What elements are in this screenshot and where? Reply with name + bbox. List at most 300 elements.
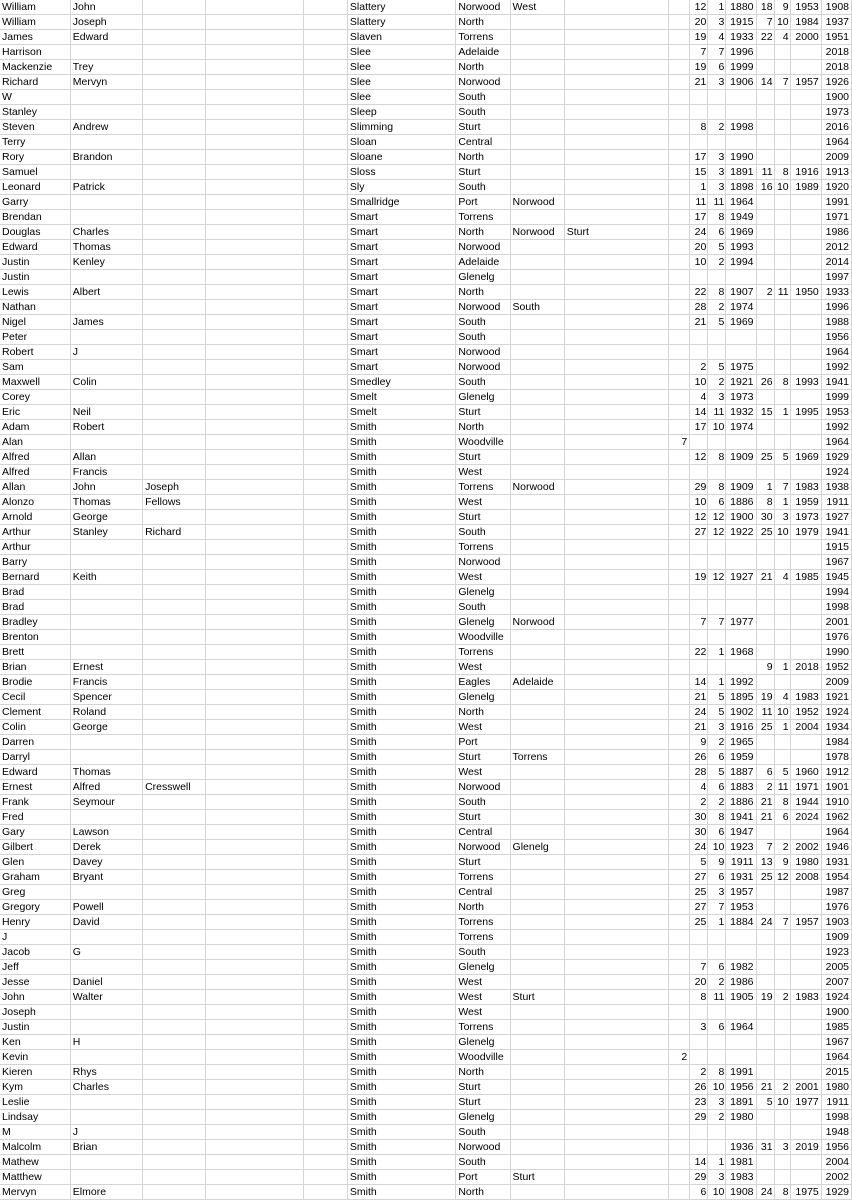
table-cell[interactable]: Central [456,135,510,150]
table-cell[interactable] [774,60,790,75]
table-cell[interactable] [669,105,690,120]
table-cell[interactable]: Smith [347,1095,455,1110]
table-cell[interactable] [774,345,790,360]
table-cell[interactable]: 1900 [726,510,756,525]
table-cell[interactable] [303,555,347,570]
table-cell[interactable]: 8 [690,120,708,135]
table-cell[interactable]: Central [456,885,510,900]
table-cell[interactable] [726,1005,756,1020]
table-cell[interactable]: Lawson [70,825,142,840]
table-cell[interactable] [690,1005,708,1020]
table-cell[interactable] [70,165,142,180]
table-cell[interactable]: 2012 [821,240,851,255]
table-cell[interactable] [143,240,206,255]
table-cell[interactable] [143,1005,206,1020]
table-cell[interactable]: West [456,1005,510,1020]
table-cell[interactable] [303,360,347,375]
table-cell[interactable]: Roland [70,705,142,720]
table-cell[interactable]: Adelaide [510,675,564,690]
table-cell[interactable]: Smith [347,690,455,705]
table-cell[interactable] [143,165,206,180]
table-cell[interactable] [669,825,690,840]
table-cell[interactable]: Smith [347,1155,455,1170]
table-cell[interactable] [756,675,774,690]
table-cell[interactable] [669,315,690,330]
table-cell[interactable]: 1 [708,915,726,930]
table-cell[interactable]: Torrens [456,540,510,555]
table-cell[interactable]: Corey [0,390,70,405]
table-cell[interactable] [669,45,690,60]
table-cell[interactable] [669,705,690,720]
table-cell[interactable] [143,330,206,345]
table-cell[interactable]: 3 [708,180,726,195]
table-cell[interactable] [669,765,690,780]
table-cell[interactable]: 1993 [790,375,821,390]
table-cell[interactable]: 1964 [726,195,756,210]
table-cell[interactable]: South [456,1125,510,1140]
table-cell[interactable]: Brad [0,585,70,600]
table-cell[interactable]: 1985 [821,1020,851,1035]
table-cell[interactable]: Smith [347,525,455,540]
table-cell[interactable] [564,330,668,345]
table-cell[interactable] [790,1005,821,1020]
table-cell[interactable] [756,585,774,600]
table-cell[interactable] [70,210,142,225]
table-cell[interactable]: 1983 [726,1170,756,1185]
table-cell[interactable] [206,615,303,630]
table-cell[interactable]: 1998 [821,1110,851,1125]
table-cell[interactable] [564,570,668,585]
table-cell[interactable] [303,1005,347,1020]
table-cell[interactable]: 1989 [790,180,821,195]
table-cell[interactable] [756,960,774,975]
table-cell[interactable]: Gilbert [0,840,70,855]
table-cell[interactable]: Slee [347,75,455,90]
table-cell[interactable] [690,1050,708,1065]
table-cell[interactable]: Neil [70,405,142,420]
table-cell[interactable]: 2002 [821,1170,851,1185]
table-cell[interactable] [510,495,564,510]
table-cell[interactable] [669,405,690,420]
table-cell[interactable] [206,795,303,810]
table-cell[interactable] [790,45,821,60]
table-cell[interactable]: 1900 [821,1005,851,1020]
table-cell[interactable] [564,525,668,540]
table-cell[interactable] [303,540,347,555]
table-cell[interactable]: Fred [0,810,70,825]
table-cell[interactable] [70,960,142,975]
table-cell[interactable] [206,1095,303,1110]
table-cell[interactable]: 10 [690,255,708,270]
table-cell[interactable] [206,405,303,420]
table-cell[interactable] [143,90,206,105]
table-cell[interactable] [564,960,668,975]
table-cell[interactable]: Brenton [0,630,70,645]
table-cell[interactable] [206,465,303,480]
table-cell[interactable]: 11 [690,195,708,210]
table-cell[interactable] [756,315,774,330]
table-cell[interactable]: 8 [708,810,726,825]
table-cell[interactable] [303,30,347,45]
table-cell[interactable] [669,495,690,510]
table-cell[interactable]: 3 [774,510,790,525]
table-cell[interactable]: Norwood [456,240,510,255]
table-cell[interactable] [669,975,690,990]
table-cell[interactable]: Smith [347,615,455,630]
table-cell[interactable]: 12 [708,510,726,525]
table-cell[interactable]: 1901 [821,780,851,795]
table-cell[interactable] [708,1005,726,1020]
table-cell[interactable]: 1980 [821,1080,851,1095]
table-cell[interactable]: 3 [708,1095,726,1110]
table-cell[interactable] [303,180,347,195]
table-cell[interactable]: 1953 [821,405,851,420]
table-cell[interactable] [564,495,668,510]
table-cell[interactable] [756,1155,774,1170]
table-cell[interactable]: South [456,330,510,345]
table-cell[interactable] [690,930,708,945]
table-cell[interactable] [756,345,774,360]
table-cell[interactable]: Glenelg [510,840,564,855]
table-cell[interactable]: Colin [70,375,142,390]
table-cell[interactable] [143,975,206,990]
table-cell[interactable]: 1948 [821,1125,851,1140]
table-cell[interactable]: 1927 [726,570,756,585]
table-cell[interactable] [708,1140,726,1155]
table-cell[interactable] [510,1080,564,1095]
table-cell[interactable]: 12 [690,0,708,15]
table-cell[interactable]: Brian [70,1140,142,1155]
table-cell[interactable]: 1941 [821,375,851,390]
table-cell[interactable]: 1895 [726,690,756,705]
table-cell[interactable]: 3 [708,720,726,735]
table-cell[interactable]: Woodville [456,630,510,645]
table-cell[interactable]: South [456,525,510,540]
table-cell[interactable] [790,390,821,405]
table-cell[interactable]: 12 [708,570,726,585]
table-cell[interactable] [774,195,790,210]
table-cell[interactable] [669,1005,690,1020]
table-cell[interactable] [510,1125,564,1140]
table-cell[interactable] [303,285,347,300]
table-cell[interactable] [774,960,790,975]
table-cell[interactable]: 21 [756,570,774,585]
table-cell[interactable]: 7 [774,480,790,495]
table-cell[interactable]: 1911 [726,855,756,870]
table-cell[interactable]: 21 [690,720,708,735]
table-cell[interactable]: Brian [0,660,70,675]
table-cell[interactable]: Smith [347,420,455,435]
table-cell[interactable] [669,660,690,675]
table-cell[interactable] [143,585,206,600]
table-cell[interactable] [669,960,690,975]
table-cell[interactable] [143,765,206,780]
table-cell[interactable]: 20 [690,15,708,30]
table-cell[interactable] [206,960,303,975]
table-cell[interactable] [564,600,668,615]
table-cell[interactable]: 3 [708,150,726,165]
table-cell[interactable]: 4 [774,570,790,585]
table-cell[interactable]: Torrens [456,1020,510,1035]
table-cell[interactable]: Joseph [0,1005,70,1020]
table-cell[interactable] [564,45,668,60]
table-cell[interactable]: 1953 [726,900,756,915]
table-cell[interactable]: Slee [347,60,455,75]
table-cell[interactable] [70,1020,142,1035]
table-cell[interactable]: Torrens [456,915,510,930]
table-cell[interactable] [790,825,821,840]
table-cell[interactable] [564,915,668,930]
table-cell[interactable]: 11 [756,705,774,720]
table-cell[interactable] [303,255,347,270]
table-cell[interactable] [774,600,790,615]
table-cell[interactable]: Ernest [70,660,142,675]
table-cell[interactable]: 1964 [821,135,851,150]
table-cell[interactable]: Patrick [70,180,142,195]
table-cell[interactable]: 2001 [790,1080,821,1095]
table-cell[interactable] [303,855,347,870]
table-cell[interactable]: Robert [70,420,142,435]
table-cell[interactable] [206,435,303,450]
table-cell[interactable] [774,1125,790,1140]
table-cell[interactable] [206,780,303,795]
table-cell[interactable]: Sly [347,180,455,195]
table-cell[interactable]: 1983 [790,690,821,705]
table-cell[interactable]: 4 [708,30,726,45]
table-cell[interactable] [510,345,564,360]
table-cell[interactable]: 20 [690,975,708,990]
table-cell[interactable] [143,1095,206,1110]
table-cell[interactable] [303,525,347,540]
table-cell[interactable] [510,45,564,60]
table-cell[interactable]: Terry [0,135,70,150]
table-cell[interactable] [756,615,774,630]
table-cell[interactable] [669,675,690,690]
table-cell[interactable] [756,1020,774,1035]
table-cell[interactable]: 3 [708,390,726,405]
table-cell[interactable] [708,1050,726,1065]
table-cell[interactable] [510,75,564,90]
table-cell[interactable]: Joseph [143,480,206,495]
table-cell[interactable] [790,1170,821,1185]
table-cell[interactable] [790,975,821,990]
table-cell[interactable]: 2018 [821,60,851,75]
table-cell[interactable]: 5 [774,450,790,465]
table-cell[interactable]: 1976 [821,630,851,645]
table-cell[interactable]: 10 [708,1080,726,1095]
table-cell[interactable]: 1900 [821,90,851,105]
table-cell[interactable] [669,510,690,525]
table-cell[interactable]: North [456,1065,510,1080]
table-cell[interactable] [790,735,821,750]
table-cell[interactable] [143,1065,206,1080]
table-cell[interactable] [303,885,347,900]
table-cell[interactable]: Spencer [70,690,142,705]
table-cell[interactable]: Lindsay [0,1110,70,1125]
table-cell[interactable] [303,735,347,750]
table-cell[interactable]: Sloan [347,135,455,150]
table-cell[interactable]: 11 [756,165,774,180]
table-cell[interactable] [206,195,303,210]
table-cell[interactable]: Central [456,825,510,840]
table-cell[interactable]: 4 [690,780,708,795]
table-cell[interactable] [756,930,774,945]
table-cell[interactable]: Smith [347,465,455,480]
table-cell[interactable]: 25 [756,450,774,465]
table-cell[interactable] [70,270,142,285]
table-cell[interactable] [564,690,668,705]
table-cell[interactable]: 3 [690,1020,708,1035]
table-cell[interactable]: 1990 [821,645,851,660]
table-cell[interactable]: 19 [756,990,774,1005]
table-cell[interactable]: 8 [708,285,726,300]
table-cell[interactable]: 7 [708,615,726,630]
table-cell[interactable] [70,195,142,210]
table-cell[interactable] [669,615,690,630]
table-cell[interactable] [708,600,726,615]
table-cell[interactable] [303,495,347,510]
table-cell[interactable]: Leonard [0,180,70,195]
table-cell[interactable]: Torrens [456,870,510,885]
table-cell[interactable]: 1995 [790,405,821,420]
table-cell[interactable]: Smart [347,300,455,315]
table-cell[interactable]: South [456,315,510,330]
table-cell[interactable]: Cresswell [143,780,206,795]
table-cell[interactable]: 8 [774,1185,790,1200]
table-cell[interactable] [774,945,790,960]
table-cell[interactable]: Norwood [456,555,510,570]
table-cell[interactable]: James [70,315,142,330]
table-cell[interactable] [143,855,206,870]
table-cell[interactable] [564,180,668,195]
table-cell[interactable]: Glenelg [456,960,510,975]
table-cell[interactable] [669,450,690,465]
table-cell[interactable]: Smelt [347,390,455,405]
table-cell[interactable] [206,495,303,510]
table-cell[interactable]: William [0,0,70,15]
table-cell[interactable] [206,720,303,735]
table-cell[interactable]: 1884 [726,915,756,930]
table-cell[interactable] [726,330,756,345]
table-cell[interactable] [143,915,206,930]
table-cell[interactable]: Kym [0,1080,70,1095]
table-cell[interactable]: 1986 [726,975,756,990]
table-cell[interactable] [510,360,564,375]
table-cell[interactable] [206,345,303,360]
table-cell[interactable] [206,1185,303,1200]
table-cell[interactable]: Norwood [510,195,564,210]
table-cell[interactable] [669,150,690,165]
table-cell[interactable] [669,90,690,105]
table-cell[interactable]: 6 [708,495,726,510]
table-cell[interactable]: 1969 [790,450,821,465]
table-cell[interactable] [206,240,303,255]
table-cell[interactable]: 28 [690,765,708,780]
table-cell[interactable] [726,435,756,450]
table-cell[interactable]: Smith [347,900,455,915]
table-cell[interactable] [510,1065,564,1080]
table-cell[interactable] [303,825,347,840]
table-cell[interactable] [206,660,303,675]
table-cell[interactable] [708,435,726,450]
table-cell[interactable] [143,555,206,570]
table-cell[interactable]: Brad [0,600,70,615]
table-cell[interactable]: 1974 [726,300,756,315]
table-cell[interactable] [669,1155,690,1170]
table-cell[interactable]: 12 [690,450,708,465]
table-cell[interactable]: John [0,990,70,1005]
table-cell[interactable]: Torrens [510,750,564,765]
table-cell[interactable] [303,150,347,165]
table-cell[interactable]: Sturt [510,1170,564,1185]
table-cell[interactable]: Richard [143,525,206,540]
table-cell[interactable] [303,0,347,15]
table-cell[interactable] [143,600,206,615]
table-cell[interactable]: Smith [347,1065,455,1080]
table-cell[interactable] [564,840,668,855]
table-cell[interactable]: Smith [347,1035,455,1050]
table-cell[interactable] [790,750,821,765]
table-cell[interactable]: Thomas [70,240,142,255]
table-cell[interactable] [669,525,690,540]
table-cell[interactable] [303,690,347,705]
table-cell[interactable] [206,885,303,900]
table-cell[interactable] [756,420,774,435]
table-cell[interactable] [206,255,303,270]
table-cell[interactable] [70,630,142,645]
table-cell[interactable]: 2 [708,120,726,135]
table-cell[interactable] [774,360,790,375]
table-cell[interactable] [790,255,821,270]
table-cell[interactable] [790,195,821,210]
table-cell[interactable] [564,315,668,330]
table-cell[interactable]: 8 [774,795,790,810]
table-cell[interactable] [790,225,821,240]
table-cell[interactable]: J [70,1125,142,1140]
table-cell[interactable]: Smith [347,585,455,600]
table-cell[interactable] [690,630,708,645]
table-cell[interactable] [708,555,726,570]
table-cell[interactable]: 1932 [726,405,756,420]
table-cell[interactable]: North [456,705,510,720]
table-cell[interactable] [143,390,206,405]
table-cell[interactable] [206,1050,303,1065]
table-cell[interactable] [143,1020,206,1035]
table-cell[interactable]: Allan [70,450,142,465]
table-cell[interactable] [303,465,347,480]
table-cell[interactable] [669,1185,690,1200]
table-cell[interactable] [774,90,790,105]
table-cell[interactable]: Maxwell [0,375,70,390]
table-cell[interactable]: 1891 [726,1095,756,1110]
table-cell[interactable]: 11 [708,990,726,1005]
table-cell[interactable] [774,615,790,630]
table-cell[interactable]: Fellows [143,495,206,510]
table-cell[interactable]: Eric [0,405,70,420]
table-cell[interactable] [303,960,347,975]
table-cell[interactable]: 24 [756,1185,774,1200]
table-cell[interactable] [774,120,790,135]
table-cell[interactable]: Smith [347,495,455,510]
table-cell[interactable]: Edward [0,240,70,255]
table-cell[interactable]: Smith [347,1020,455,1035]
table-cell[interactable]: Smith [347,1050,455,1065]
table-cell[interactable] [669,300,690,315]
table-cell[interactable]: South [456,375,510,390]
table-cell[interactable]: Smart [347,330,455,345]
table-cell[interactable]: Matthew [0,1170,70,1185]
table-cell[interactable]: 1 [708,645,726,660]
